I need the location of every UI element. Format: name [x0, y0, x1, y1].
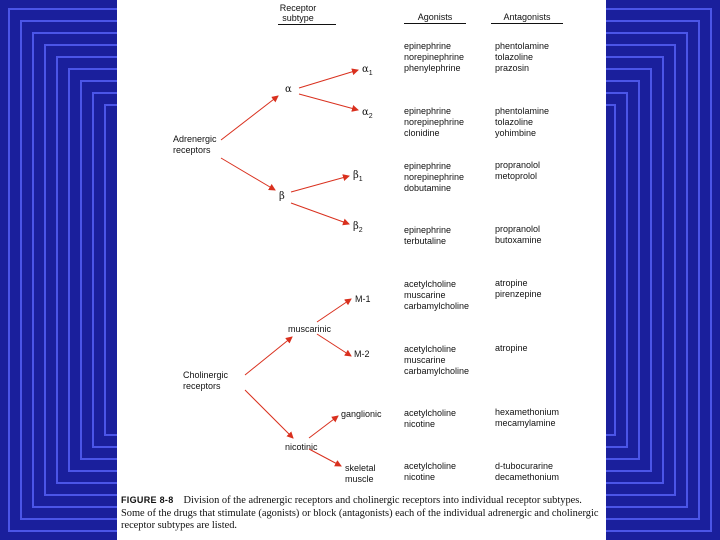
agonist-list: epinephrine terbutaline	[404, 225, 452, 246]
arrow-alpha-to-alpha2	[299, 94, 358, 110]
branch-nicotinic: nicotinic	[285, 442, 318, 452]
root-adrenergic-receptors: Adrenergic receptors	[173, 134, 217, 155]
caption-text: Division of the adrenergic receptors and cholinergic receptors into individual receptor subtypes. Some of the drugs that stimulate (agonists) or block (antagonists) each of the individual adrenergic and cholinergic receptor subtypes are listed.	[121, 495, 599, 531]
subtype-alpha-2: $\alpha_2$	[362, 107, 373, 120]
header-receptor-subtype: Receptor subtype	[279, 3, 317, 23]
antagonist-list: atropine	[495, 343, 528, 353]
arrow-alpha-to-alpha1	[299, 70, 358, 88]
arrow-cholinergic-to-nicotinic	[245, 390, 293, 438]
arrow-adrenergic-to-alpha	[221, 96, 278, 140]
subtype-skeletal-muscle: skeletal muscle	[345, 463, 376, 484]
agonist-list: epinephrine norepinephrine dobutamine	[404, 161, 465, 193]
arrow-adrenergic-to-beta	[221, 158, 275, 190]
root-cholinergic-receptors: Cholinergic receptors	[183, 370, 229, 391]
agonist-list: acetylcholine nicotine	[404, 408, 457, 429]
subtype-beta-2: $\beta_2$	[353, 221, 363, 234]
agonist-list: acetylcholine nicotine	[404, 461, 457, 482]
arrow-layer	[117, 0, 606, 540]
header-antagonists: Antagonists	[503, 12, 551, 22]
antagonist-list: propranolol metoprolol	[495, 160, 541, 181]
figure-page	[117, 0, 606, 540]
figure-caption	[121, 494, 605, 533]
arrow-muscarinic-to-m2	[317, 334, 351, 356]
agonist-list: epinephrine norepinephrine clonidine	[404, 106, 465, 138]
branch-muscarinic: muscarinic	[288, 324, 332, 334]
agonist-list: epinephrine norepinephrine phenylephrine	[404, 41, 465, 73]
arrow-nicotinic-to-skeletal	[309, 449, 341, 466]
subtype-beta-1: $\beta_1$	[353, 170, 363, 183]
arrow-muscarinic-to-m1	[317, 299, 351, 322]
branch-alpha: α	[285, 84, 292, 95]
antagonist-list: d-tubocurarine decamethonium	[495, 461, 560, 482]
figure-number: FIGURE 8-8	[121, 495, 174, 505]
subtype-m1: M-1	[355, 294, 371, 304]
subtype-alpha-1: $\alpha_1$	[362, 64, 373, 77]
antagonist-list: atropine pirenzepine	[495, 278, 542, 299]
arrow-beta-to-beta2	[291, 203, 349, 224]
header-agonists: Agonists	[417, 12, 453, 22]
arrow-nicotinic-to-ganglionic	[309, 416, 338, 438]
agonist-list: acetylcholine muscarine carbamylcholine	[404, 344, 470, 376]
subtype-m2: M-2	[354, 349, 370, 359]
antagonist-list: hexamethonium mecamylamine	[495, 407, 560, 428]
arrow-beta-to-beta1	[291, 176, 349, 192]
arrow-cholinergic-to-muscarinic	[245, 337, 292, 375]
antagonist-list: propranolol butoxamine	[495, 224, 542, 245]
subtype-ganglionic: ganglionic	[341, 409, 382, 419]
antagonist-list: phentolamine tolazoline prazosin	[495, 41, 550, 73]
antagonist-list: phentolamine tolazoline yohimbine	[495, 106, 550, 138]
agonist-list: acetylcholine muscarine carbamylcholine	[404, 279, 470, 311]
branch-beta: β	[279, 191, 285, 202]
